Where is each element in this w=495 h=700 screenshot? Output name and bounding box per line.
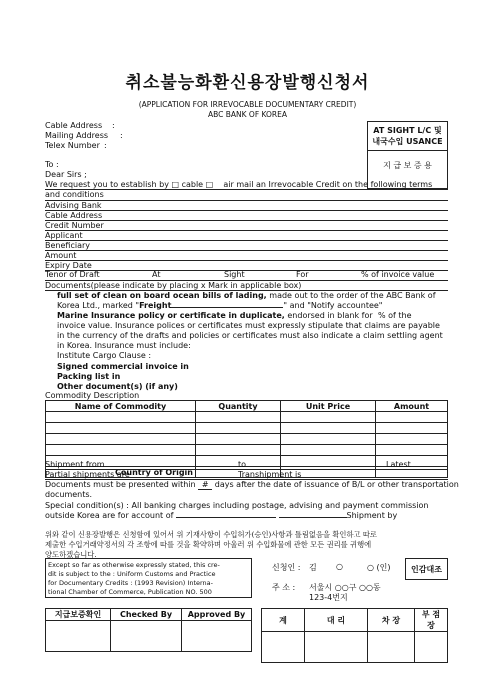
bank-name: ABC BANK OF KOREA bbox=[207, 110, 288, 119]
table-header-row bbox=[46, 401, 448, 412]
presented-text-1: Documents must be presented within bbox=[45, 480, 196, 489]
rule bbox=[45, 220, 448, 221]
freight-field[interactable] bbox=[171, 307, 283, 308]
rule bbox=[45, 230, 448, 231]
ins-percent: % of the bbox=[378, 311, 412, 320]
request-text bbox=[45, 180, 432, 189]
applicant-sign-label: 신청인 : bbox=[272, 563, 301, 572]
ucp-line-4: tional Chamber of Commerce, Publication NO. 500 bbox=[48, 588, 212, 596]
special-account bbox=[45, 511, 397, 520]
address-label: 주 소 : bbox=[272, 583, 296, 592]
shipment-to: to bbox=[238, 460, 247, 469]
korean-para-3: 양도하겠습니다. bbox=[45, 550, 97, 559]
usance-line2: 내국수입 USANCE bbox=[372, 137, 443, 146]
bank-check-table bbox=[45, 608, 252, 652]
sign-cell[interactable] bbox=[415, 632, 448, 663]
presented-text-3: documents. bbox=[45, 490, 93, 499]
form-subtitle: (APPLICATION FOR IRREVOCABLE DOCUMENTARY CREDIT) bbox=[138, 100, 357, 109]
col-guarantee-confirm: 지급보증확인 bbox=[46, 609, 111, 621]
field-advising-bank[interactable]: Advising Bank bbox=[45, 201, 102, 210]
airmail-checkbox[interactable]: □ bbox=[205, 180, 214, 189]
request-text-1: We request you to establish by bbox=[45, 180, 169, 189]
field-beneficiary[interactable]: Beneficiary bbox=[45, 241, 90, 250]
field-cable-address[interactable]: Cable Address bbox=[45, 211, 103, 220]
bl-rest: made out to the order of the ABC Bank of bbox=[266, 291, 436, 300]
ucp-notice-box bbox=[45, 558, 252, 598]
field-amount[interactable]: Amount bbox=[45, 251, 77, 260]
rule bbox=[45, 189, 448, 190]
ins-line2: invoice value. Insurance polices or certificates must expressly stipulate that claims are payable bbox=[57, 321, 440, 330]
guarantee-stamp-label: 지 급 보 증 용 bbox=[383, 161, 432, 170]
documents-label: Documents(please indicate by placing x Mark in applicable box) bbox=[45, 281, 302, 290]
sign-cell[interactable] bbox=[46, 621, 111, 652]
sign-cell[interactable] bbox=[182, 621, 252, 652]
seal-verification-box bbox=[405, 558, 448, 580]
korean-para-1: 위와 같이 신용장발행은 신청함에 있어서 위 기재사항이 수입허가(승인)사항과 틀림없음을 확인하고 따로 bbox=[45, 530, 377, 539]
commodity-label: Commodity Description bbox=[45, 391, 140, 400]
tenor-sight: Sight bbox=[224, 270, 245, 279]
col-deputy: 대 리 bbox=[305, 609, 368, 632]
shipment-by-field[interactable] bbox=[279, 517, 347, 518]
ins-rest: endorsed in blank for bbox=[284, 311, 373, 320]
doc-other: Other document(s) (if any) bbox=[57, 382, 178, 391]
address-line-1[interactable]: 서울시 ○○구 ○○동 bbox=[309, 583, 381, 592]
sign-cell[interactable] bbox=[305, 632, 368, 663]
colon: : bbox=[120, 131, 123, 140]
presented-text-2: days after the date of issuance of B/L or other transportation bbox=[214, 480, 459, 489]
request-text-3: and conditions bbox=[45, 190, 104, 199]
form-title: 취소불능화환신용장발행신청서 bbox=[125, 73, 370, 93]
shipment-by-label: Shipment by bbox=[346, 511, 398, 520]
tenor-for: For bbox=[296, 270, 309, 279]
col-unit-price: Unit Price bbox=[281, 401, 376, 412]
ucp-line-3: for Documentary Credits : (1993 Revision) Interna- bbox=[48, 579, 214, 587]
table-row[interactable] bbox=[46, 423, 448, 434]
colon: : bbox=[112, 121, 115, 130]
col-staff: 계 bbox=[262, 609, 305, 632]
ucp-line-2: dit is subject to the : Uniform Customs and Practice bbox=[48, 570, 216, 578]
shipment-latest: Latest bbox=[386, 460, 411, 469]
cable-address-label: Cable Address bbox=[45, 121, 103, 130]
seal-verification-label: 인감대조 bbox=[411, 565, 442, 574]
special-conditions: Special condition(s) : All banking charges including postage, advising and payment commission bbox=[45, 501, 429, 510]
tenor-percent: % of invoice value bbox=[361, 270, 435, 279]
ucp-line-1: Except so far as otherwise expressly stated, this cre- bbox=[48, 561, 220, 569]
col-checked-by: Checked By bbox=[111, 609, 182, 621]
field-expiry-date[interactable]: Expiry Date bbox=[45, 261, 92, 270]
sign-cell[interactable] bbox=[262, 632, 305, 663]
doc-invoice: Signed commercial invoice in bbox=[57, 362, 189, 371]
tenor-label: Tenor of Draft bbox=[45, 270, 100, 279]
field-applicant[interactable]: Applicant bbox=[45, 231, 83, 240]
applicant-seal[interactable]: ○ (인) bbox=[367, 563, 391, 572]
korean-para-2: 제출한 수입거래약정서의 각 조항에 따를 것을 확약하며 아울러 위 수입화물에 관한 모든 권리를 귀행에 bbox=[45, 540, 372, 549]
account-field[interactable] bbox=[176, 517, 276, 518]
col-commodity: Name of Commodity bbox=[46, 401, 196, 412]
divider bbox=[368, 150, 447, 151]
colon: : bbox=[104, 141, 107, 150]
rule bbox=[45, 210, 448, 211]
rule bbox=[45, 240, 448, 241]
doc-packing-list: Packing list in bbox=[57, 372, 121, 381]
usance-line1: AT SIGHT L/C 및 bbox=[373, 126, 442, 135]
table-row[interactable] bbox=[46, 434, 448, 445]
sign-cell[interactable] bbox=[111, 621, 182, 652]
table-row[interactable] bbox=[46, 412, 448, 423]
ins-line4: in Korea. Insurance must include: bbox=[57, 341, 191, 350]
col-approved-by: Approved By bbox=[182, 609, 252, 621]
applicant-circle: ○ bbox=[336, 562, 343, 571]
tenor-at: At bbox=[152, 270, 161, 279]
address-line-2[interactable]: 123-4번지 bbox=[309, 593, 348, 602]
transhipment: Transhipment is bbox=[238, 470, 302, 479]
bl-line2a: Korea Ltd., marked " bbox=[57, 301, 140, 310]
ins-bold: Marine Insurance policy or certificate in duplicate, bbox=[57, 311, 285, 320]
bl-line2b: " and "Notify accountee" bbox=[283, 301, 383, 310]
presentation-terms bbox=[45, 480, 459, 490]
rule bbox=[45, 260, 448, 261]
table-row[interactable] bbox=[46, 445, 448, 456]
country-of-origin: Country of Origin bbox=[46, 467, 196, 478]
freight-label: Freight bbox=[139, 301, 172, 310]
doc-bill-of-lading bbox=[57, 291, 436, 300]
col-manager: 차 장 bbox=[368, 609, 415, 632]
ins-line3: in the currency of the drafts and policies or certificates must also indicate a claim settling agent bbox=[57, 331, 443, 340]
cable-checkbox[interactable]: □ bbox=[171, 180, 180, 189]
col-quantity: Quantity bbox=[196, 401, 281, 412]
applicant-name[interactable]: 김 bbox=[309, 563, 317, 572]
shipment-from: Shipment from bbox=[45, 460, 105, 469]
to-label: To : bbox=[45, 160, 59, 169]
col-branch-head: 부 점 장 bbox=[415, 609, 448, 632]
approval-table bbox=[261, 608, 448, 663]
rule bbox=[45, 200, 448, 201]
special-account-text: outside Korea are for account of bbox=[45, 511, 174, 520]
cable-label: cable bbox=[181, 180, 204, 189]
telex-number-label: Telex Number bbox=[45, 141, 100, 150]
doc-insurance bbox=[57, 311, 373, 320]
request-text-2: air mail an Irrevocable Credit on the following terms bbox=[223, 180, 433, 189]
col-amount: Amount bbox=[376, 401, 448, 412]
usance-box bbox=[367, 121, 448, 189]
presentation-days-field[interactable]: # bbox=[198, 480, 212, 490]
mailing-address-label: Mailing Address bbox=[45, 131, 109, 140]
dear-sirs: Dear Sirs ; bbox=[45, 170, 87, 179]
rule bbox=[45, 250, 448, 251]
cargo-clause: Institute Cargo Clause : bbox=[57, 351, 152, 360]
field-credit-number[interactable]: Credit Number bbox=[45, 221, 104, 230]
sign-cell[interactable] bbox=[368, 632, 415, 663]
partial-shipments: Partial shipments are bbox=[45, 470, 130, 479]
doc-bl-line2 bbox=[57, 301, 382, 310]
bl-bold: full set of clean on board ocean bills of lading, bbox=[57, 291, 267, 300]
